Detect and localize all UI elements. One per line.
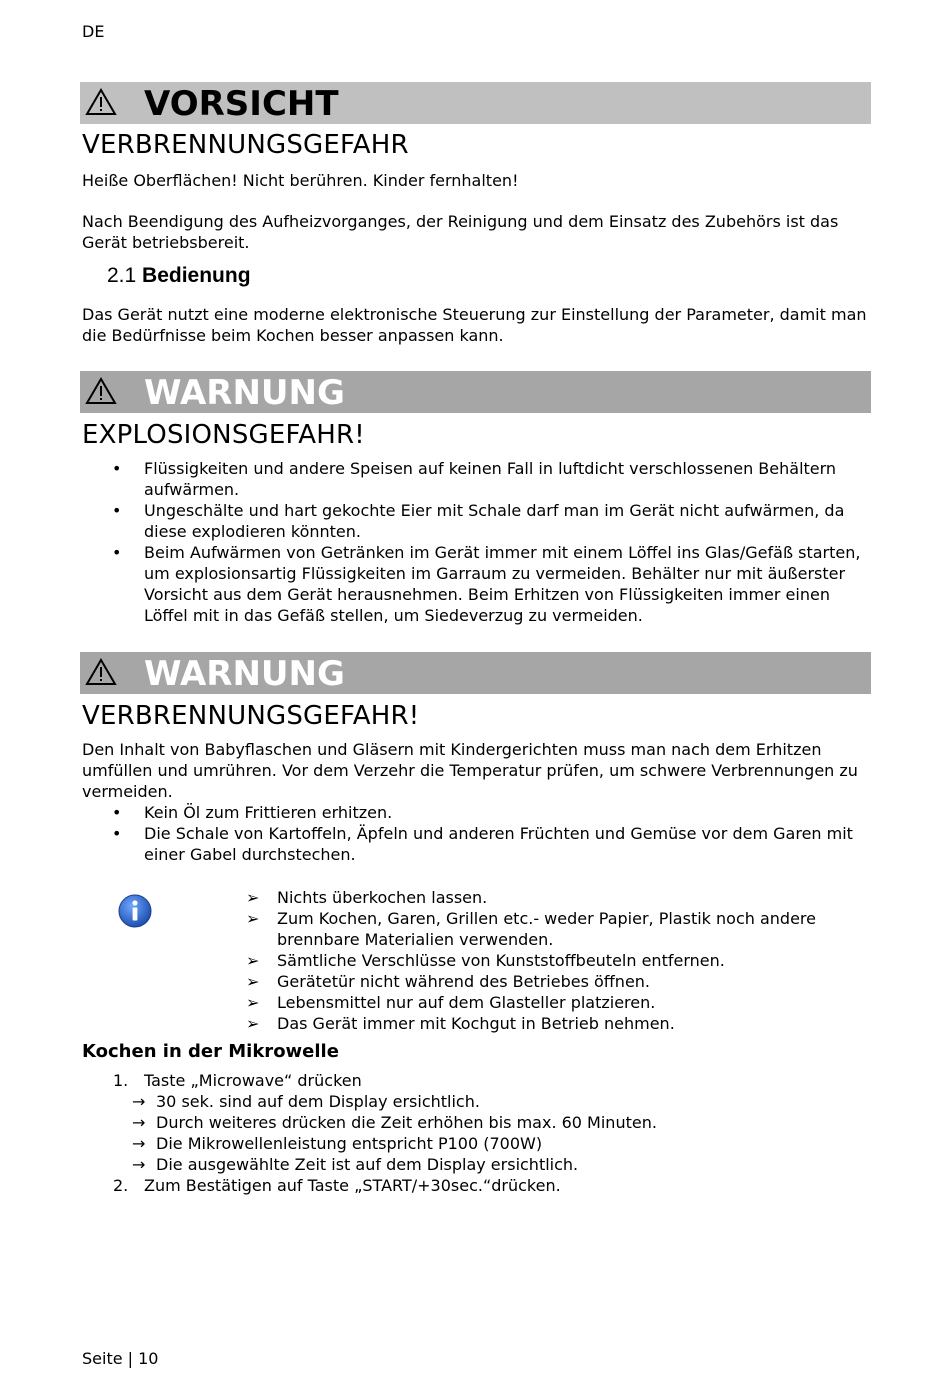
section-number: 2.1 bbox=[107, 264, 137, 287]
list-item: ➢ Sämtliche Verschlüsse von Kunststoffbeuteln entfernen. bbox=[246, 951, 725, 970]
list-item: ➢ Gerätetür nicht während des Betriebes öffnen. bbox=[246, 972, 651, 991]
warning-triangle-icon bbox=[85, 377, 117, 405]
warning-triangle-icon bbox=[85, 88, 117, 116]
step-detail: → Durch weiteres drücken die Zeit erhöhen bis max. 60 Minuten. bbox=[132, 1113, 657, 1132]
arrowhead-bullet-icon: ➢ bbox=[246, 909, 260, 928]
explosion-heading: EXPLOSIONSGEFAHR! bbox=[82, 420, 365, 450]
step-number: 2. bbox=[113, 1176, 129, 1195]
caution-heading: VERBRENNUNGSGEFAHR bbox=[82, 130, 409, 160]
caution-banner-title: VORSICHT bbox=[144, 84, 339, 124]
cooking-title: Kochen in der Mikrowelle bbox=[82, 1041, 339, 1062]
step-text: Zum Bestätigen auf Taste „START/+30sec.“drücken. bbox=[144, 1176, 561, 1195]
burn-text: Den Inhalt von Babyflaschen und Gläsern mit Kindergerichten muss man nach dem Erhitzen umfüllen und umrühren. Vor dem Verzehr die Temperatur prüfen, um schwere Verbrennungen zu vermeiden. bbox=[82, 740, 858, 801]
section-title: Bedienung bbox=[142, 264, 251, 287]
step-item bbox=[82, 1175, 842, 1196]
list-item: ➢ Nichts überkochen lassen. bbox=[246, 888, 488, 907]
caution-text-2: Nach Beendigung des Aufheizvorganges, der Reinigung und dem Einsatz des Zubehörs ist das Gerät betriebsbereit. bbox=[82, 212, 839, 252]
list-item: ➢ Zum Kochen, Garen, Grillen etc.- weder Papier, Plastik noch andere brennbare Materialien verwenden. bbox=[246, 909, 816, 949]
caution-banner bbox=[80, 82, 871, 124]
warning-triangle-icon bbox=[85, 658, 117, 686]
arrow-right-icon: → bbox=[132, 1155, 146, 1174]
step-detail: → Die ausgewählte Zeit ist auf dem Display ersichtlich. bbox=[132, 1155, 579, 1174]
arrowhead-bullet-icon: ➢ bbox=[246, 972, 260, 991]
list-item: • Die Schale von Kartoffeln, Äpfeln und anderen Früchten und Gemüse vor dem Garen mit einer Gabel durchstechen. bbox=[112, 824, 853, 864]
list-item: ➢ Lebensmittel nur auf dem Glasteller platzieren. bbox=[246, 993, 656, 1012]
step-number: 1. bbox=[113, 1071, 129, 1090]
info-list bbox=[246, 887, 846, 1034]
explosion-bullet-list bbox=[82, 458, 872, 626]
warning-banner-1 bbox=[80, 371, 871, 413]
section-text: Das Gerät nutzt eine moderne elektronische Steuerung zur Einstellung der Parameter, damit man die Bedürfnisse beim Kochen besser anpassen kann. bbox=[82, 305, 867, 345]
step-text: Taste „Microwave“ drücken bbox=[144, 1071, 362, 1090]
caution-text-1: Heiße Oberflächen! Nicht berühren. Kinder fernhalten! bbox=[82, 171, 519, 190]
burn-bullet-list bbox=[82, 802, 872, 865]
warning-banner-2 bbox=[80, 652, 871, 694]
list-item: • Flüssigkeiten und andere Speisen auf keinen Fall in luftdicht verschlossenen Behältern aufwärmen. bbox=[112, 459, 837, 499]
arrow-right-icon: → bbox=[132, 1113, 146, 1132]
warning-banner-2-title: WARNUNG bbox=[144, 654, 345, 694]
page-number: Seite | 10 bbox=[82, 1349, 159, 1368]
cooking-steps bbox=[82, 1070, 842, 1196]
step-detail: → 30 sek. sind auf dem Display ersichtlich. bbox=[132, 1092, 480, 1111]
list-item: ➢ Das Gerät immer mit Kochgut in Betrieb nehmen. bbox=[246, 1014, 675, 1033]
list-item: • Beim Aufwärmen von Getränken im Gerät immer mit einem Löffel ins Glas/Gefäß starten, um explosionsartig Flüssigkeiten im Garraum zu vermeiden. Behälter nur mit äußerster Vorsicht aus dem Gerät herausnehmen. Beim Erhitzen von Flüssigkeiten immer einen Löffel mit in das Gefäß stellen, um Siedeverzug zu vermeiden. bbox=[112, 543, 861, 625]
burn-heading: VERBRENNUNGSGEFAHR! bbox=[82, 701, 420, 731]
section-heading bbox=[107, 264, 251, 288]
list-item: • Kein Öl zum Frittieren erhitzen. bbox=[112, 803, 393, 822]
arrowhead-bullet-icon: ➢ bbox=[246, 951, 260, 970]
arrowhead-bullet-icon: ➢ bbox=[246, 1014, 260, 1033]
arrow-right-icon: → bbox=[132, 1092, 146, 1111]
arrowhead-bullet-icon: ➢ bbox=[246, 888, 260, 907]
arrow-right-icon: → bbox=[132, 1134, 146, 1153]
language-code: DE bbox=[82, 22, 105, 41]
info-icon bbox=[118, 894, 152, 928]
step-detail: → Die Mikrowellenleistung entspricht P100 (700W) bbox=[132, 1134, 543, 1153]
list-item: • Ungeschälte und hart gekochte Eier mit Schale darf man im Gerät nicht aufwärmen, da diese explodieren könnten. bbox=[112, 501, 845, 541]
arrowhead-bullet-icon: ➢ bbox=[246, 993, 260, 1012]
step-item bbox=[82, 1070, 842, 1175]
warning-banner-1-title: WARNUNG bbox=[144, 373, 345, 413]
